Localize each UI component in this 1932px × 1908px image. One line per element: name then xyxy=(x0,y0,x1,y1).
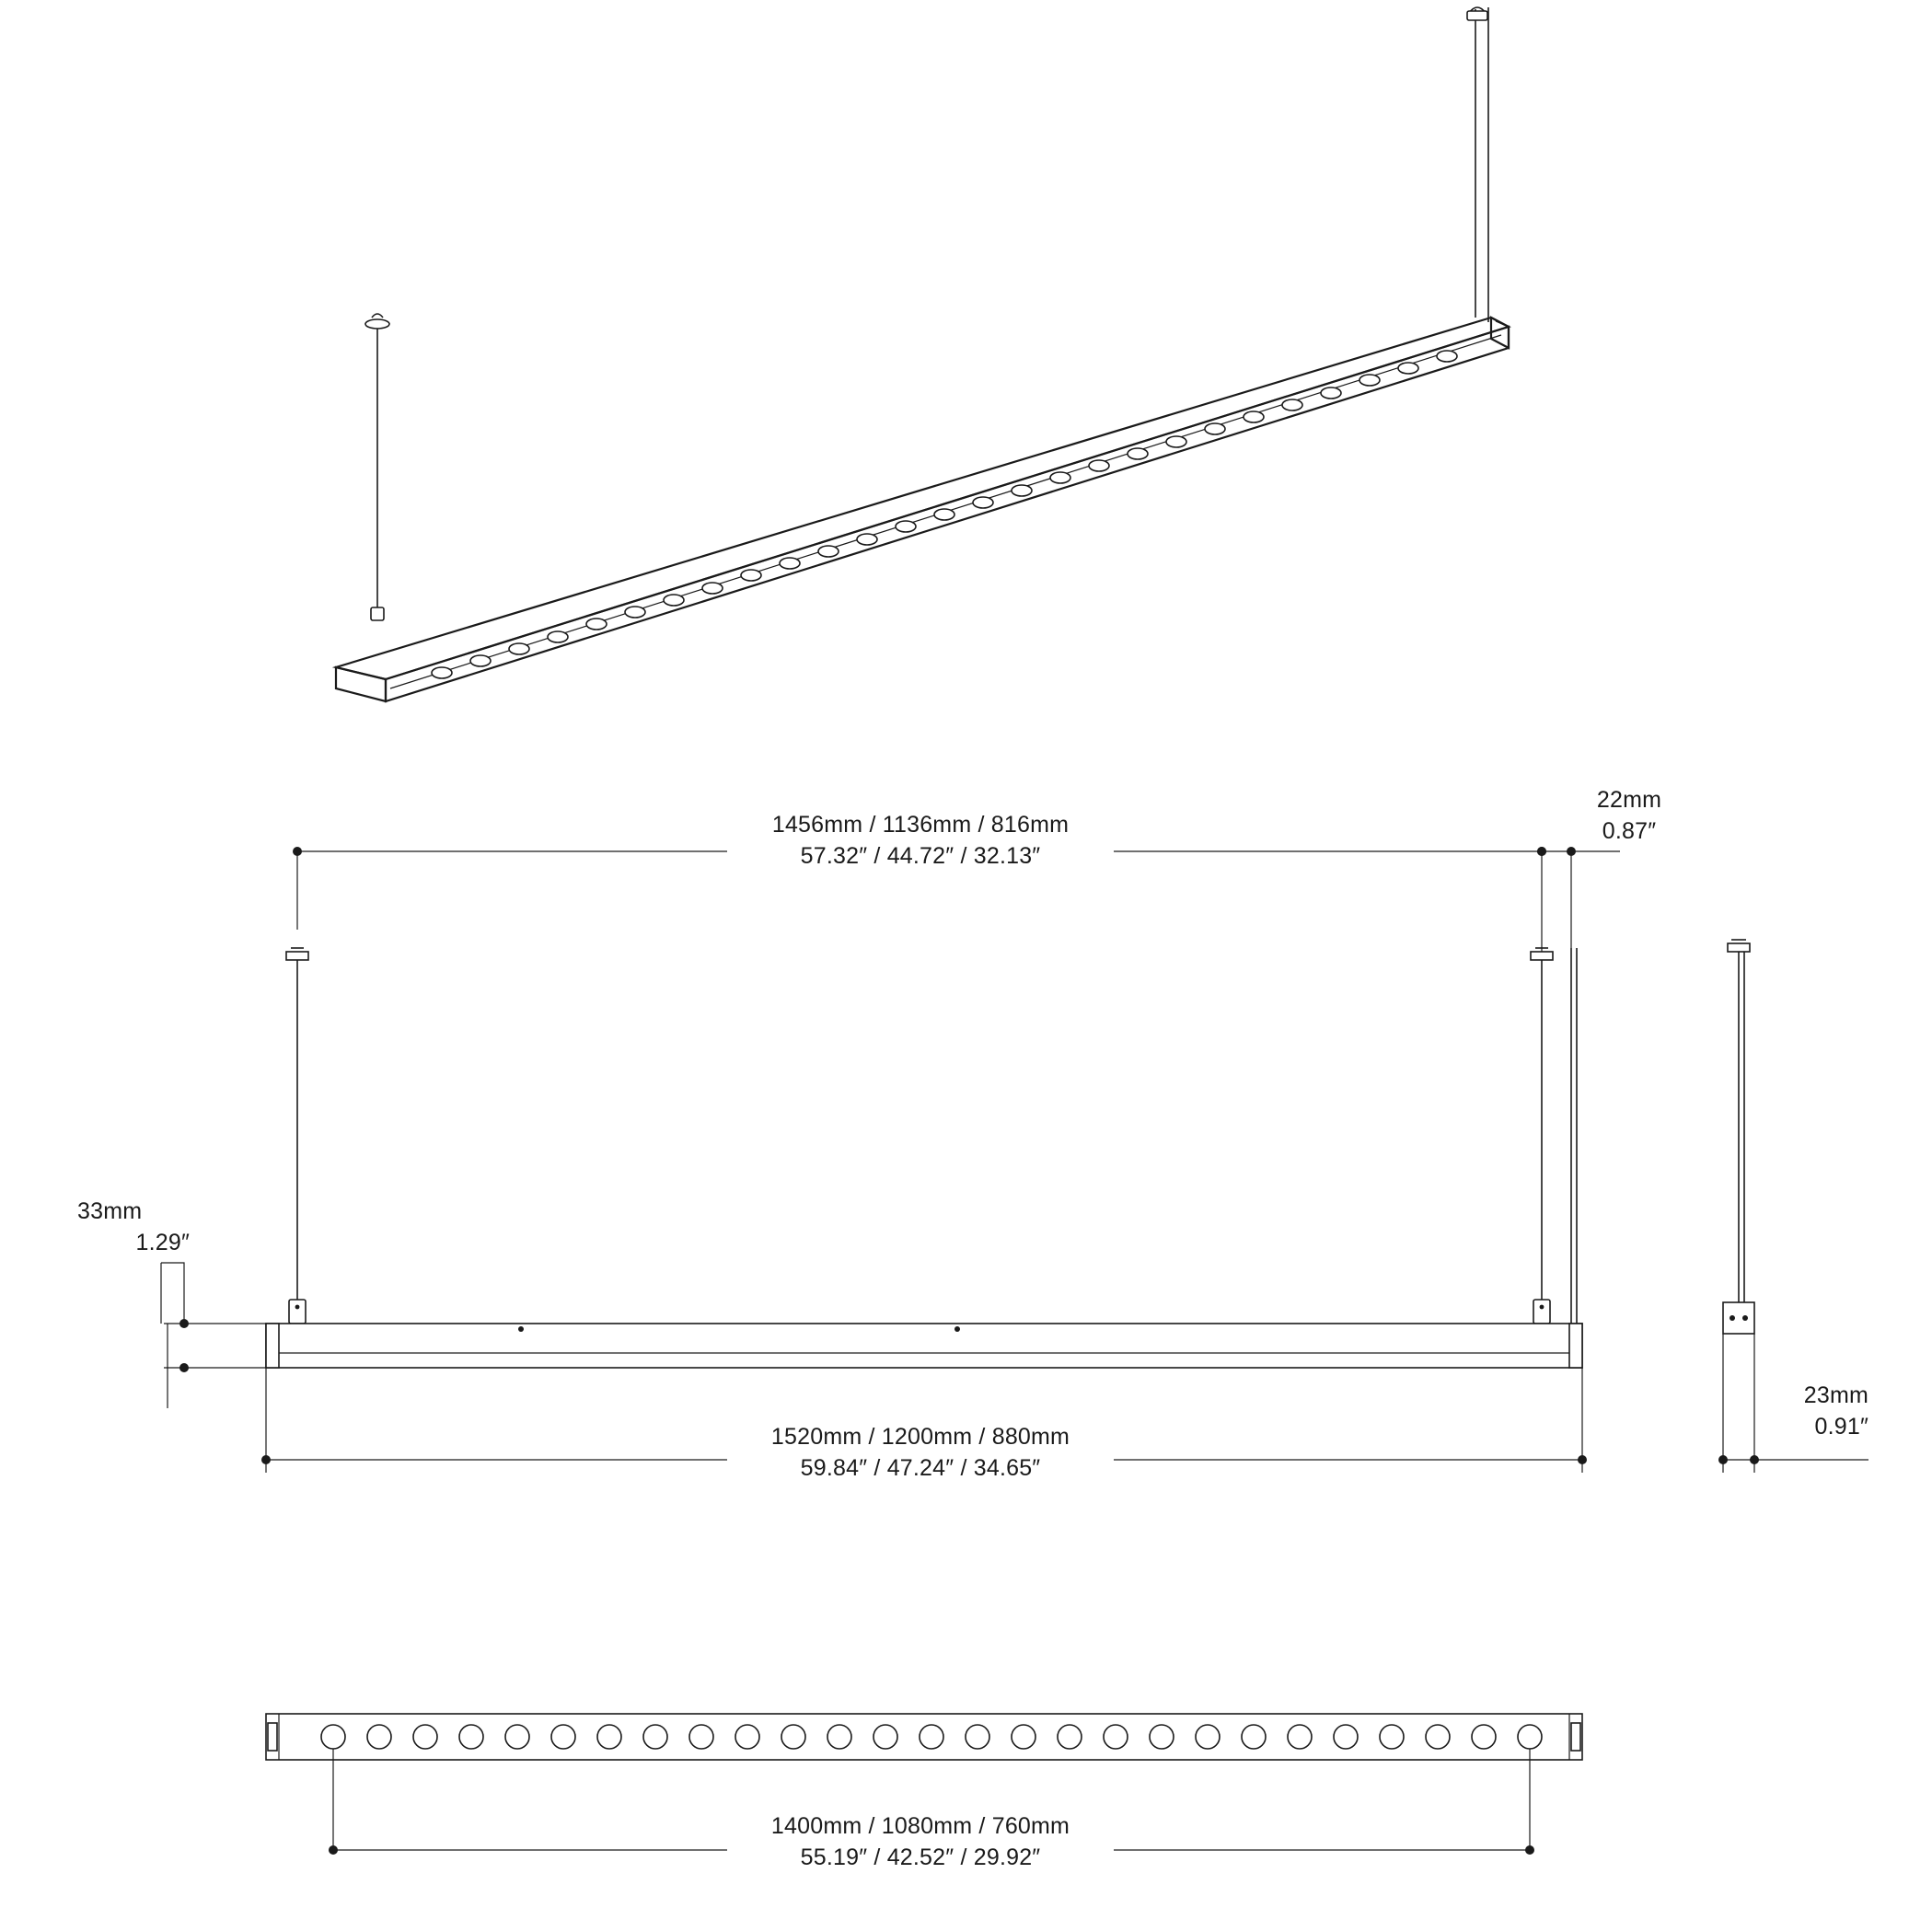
front-fixture-body xyxy=(266,1324,1582,1368)
perspective-led-apertures xyxy=(432,351,1457,678)
perspective-right-suspension xyxy=(1467,7,1488,322)
overall-length-imperial: 59.84″ / 47.24″ / 34.65″ xyxy=(800,1454,1041,1481)
perspective-fixture-body xyxy=(336,318,1509,701)
front-right-suspension xyxy=(1531,948,1577,1325)
overall-length-metric: 1520mm / 1200mm / 880mm xyxy=(770,1424,1070,1450)
body-height-metric: 33mm xyxy=(77,1198,143,1224)
side-depth-metric: 23mm xyxy=(1803,1382,1868,1408)
dim-label-aperture-span xyxy=(635,1811,1206,1873)
perspective-view xyxy=(336,7,1509,701)
suspension-span-metric: 1456mm / 1136mm / 816mm xyxy=(771,812,1070,838)
dim-label-side-depth xyxy=(1684,1381,1868,1442)
dim-label-suspension-span xyxy=(635,810,1206,872)
dim-label-body-height xyxy=(77,1197,243,1258)
aperture-span-metric: 1400mm / 1080mm / 760mm xyxy=(770,1813,1070,1839)
end-width-metric: 22mm xyxy=(1596,787,1662,813)
side-depth-imperial: 0.91″ xyxy=(1814,1413,1868,1440)
aperture-span-imperial: 55.19″ / 42.52″ / 29.92″ xyxy=(800,1844,1041,1870)
body-height-imperial: 1.29″ xyxy=(135,1229,190,1255)
front-elevation-view xyxy=(161,847,1620,1473)
suspension-span-imperial: 57.32″ / 44.72″ / 32.13″ xyxy=(800,842,1041,869)
dim-label-overall-length xyxy=(635,1422,1206,1484)
end-width-imperial: 0.87″ xyxy=(1602,817,1657,844)
dim-end-width xyxy=(1537,847,1620,948)
dim-body-height xyxy=(161,1263,266,1408)
front-left-suspension xyxy=(286,948,308,1324)
perspective-left-suspension xyxy=(365,314,389,620)
dim-label-end-width xyxy=(1510,785,1749,847)
